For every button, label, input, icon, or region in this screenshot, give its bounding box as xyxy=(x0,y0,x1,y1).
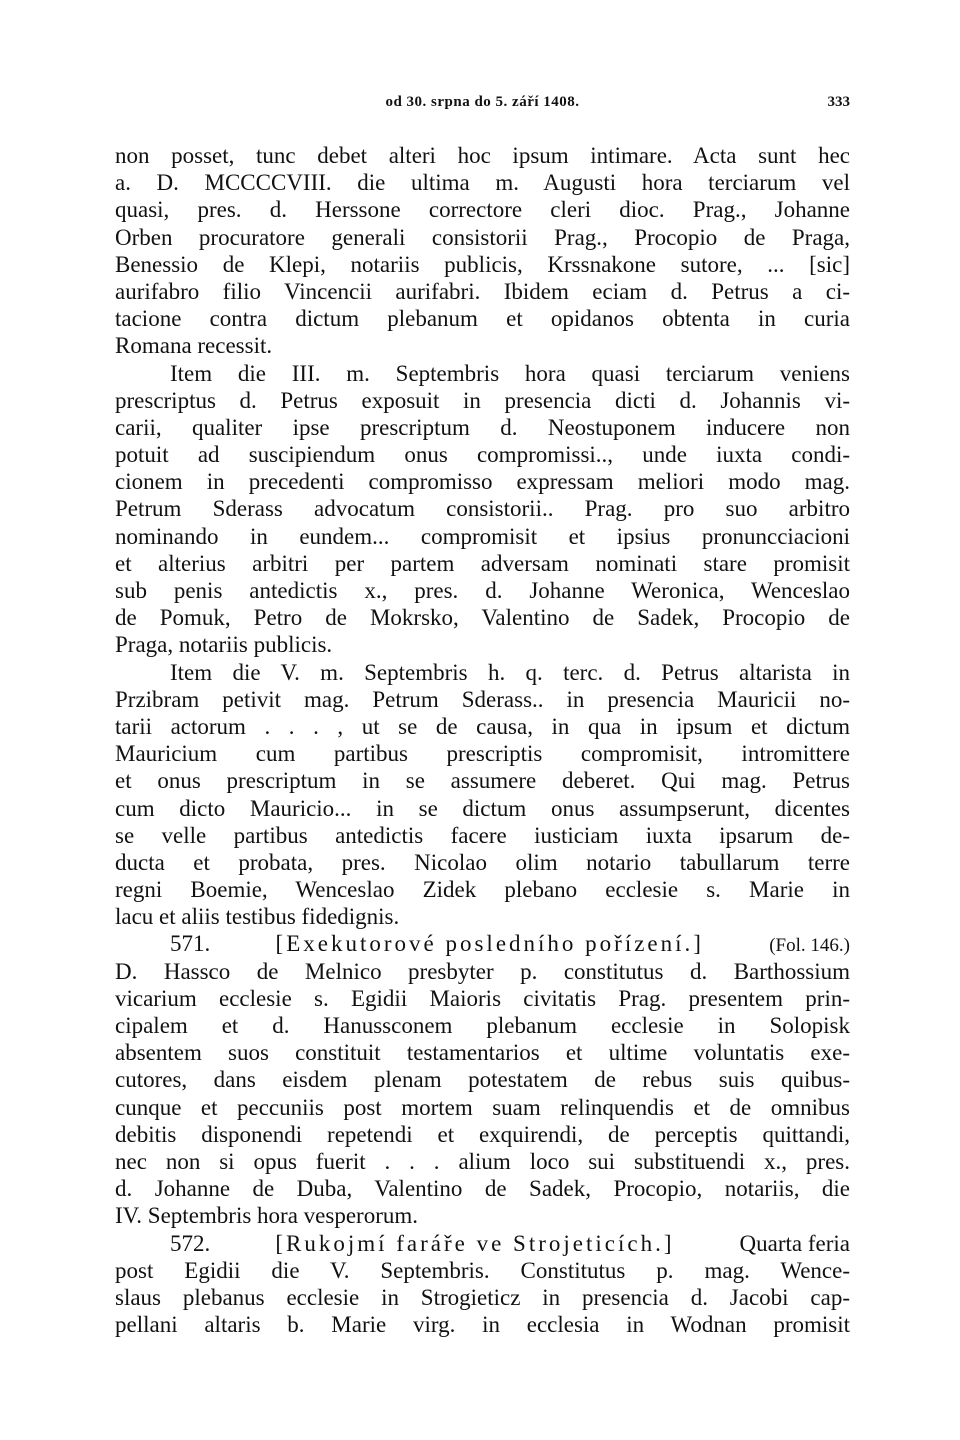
text-line: tacione contra dictum plebanum et opidanos obtenta in curia xyxy=(115,306,850,332)
text-line: D. Hassco de Melnico presbyter p. constitutus d. Barthossium xyxy=(115,958,850,984)
paragraph-item-die-v xyxy=(115,659,850,931)
text-line: Praga, notariis publicis. xyxy=(115,632,333,658)
entry-title: [Exekutorové posledního pořízení.] xyxy=(275,931,704,957)
text-line: et alterius arbitri per partem adversam nominati stare promisit xyxy=(115,550,850,576)
text-line: absentem suos constituit testamentarios et ultime voluntatis exe- xyxy=(115,1040,850,1066)
entry-opening-text: Quarta feria xyxy=(739,1230,850,1256)
running-title: od 30. srpna do 5. září 1408. xyxy=(385,94,580,110)
text-line: Petrum Sderass advocatum consistorii.. Prag. pro suo arbitro xyxy=(115,496,850,522)
entry-572-heading xyxy=(115,1230,850,1257)
text-line: prescriptus d. Petrus exposuit in presencia dicti d. Johannis vi- xyxy=(115,387,850,413)
paragraph-continuation xyxy=(115,142,850,360)
text-line: ducta et probata, pres. Nicolao olim notario tabullarum terre xyxy=(115,849,850,875)
text-line: Romana recessit. xyxy=(115,333,273,359)
text-line: nominando in eundem... compromisit et ipsius pronuncciacioni xyxy=(115,523,850,549)
text-line: et onus prescriptum in se assumere deberet. Qui mag. Petrus xyxy=(115,768,850,794)
text-line: sub penis antedictis x., pres. d. Johanne Weronica, Wenceslao xyxy=(115,578,850,603)
text-line: se velle partibus antedictis facere iusticiam iuxta ipsarum de- xyxy=(115,822,850,848)
text-line: d. Johanne de Duba, Valentino de Sadek, Procopio, notariis, die xyxy=(115,1176,850,1202)
text-line: cipalem et d. Hanussconem plebanum ecclesie in Solopisk xyxy=(115,1013,850,1038)
text-line: a. D. MCCCCVIII. die ultima m. Augusti hora terciarum vel xyxy=(115,170,850,196)
text-line: Orben procuratore generali consistorii Prag., Procopio de Praga, xyxy=(115,224,850,250)
text-line: non posset, tunc debet alteri hoc ipsum intimare. Acta sunt hec xyxy=(115,143,850,168)
text-line: cutores, dans eisdem plenam potestatem de rebus suis quibus- xyxy=(115,1067,850,1093)
text-line: cionem in precedenti compromisso expressam meliori modo mag. xyxy=(115,469,850,495)
text-line: potuit ad suscipiendum onus compromissi.., unde iuxta condi- xyxy=(115,442,850,468)
text-line: tarii actorum . . . , ut se de causa, in qua in ipsum et dictum xyxy=(115,713,850,739)
text-line: regni Boemie, Wenceslao Zidek plebano ecclesie s. Marie in xyxy=(115,877,850,903)
text-line: quasi, pres. d. Herssone correctore cleri dioc. Prag., Johanne xyxy=(115,197,850,223)
entry-572 xyxy=(115,1230,850,1339)
text-line: Benessio de Klepi, notariis publicis, Krssnakone sutore, ... [sic] xyxy=(115,251,850,277)
entry-number: 572. xyxy=(170,1230,211,1256)
text-line: lacu et aliis testibus fidedignis. xyxy=(115,904,400,930)
entry-number: 571. xyxy=(170,931,211,957)
entry-571 xyxy=(115,930,850,1229)
entry-571-heading xyxy=(115,930,850,957)
text-line: cum dicto Mauricio... in se dictum onus assumpserunt, dicentes xyxy=(115,795,850,821)
text-line: post Egidii die V. Septembris. Constitutus p. mag. Wence- xyxy=(115,1257,850,1283)
paragraph-item-die-iii xyxy=(115,360,850,659)
text-line: debitis disponendi repetendi et exquirendi, de perceptis quittandi, xyxy=(115,1121,850,1147)
folio-reference: (Fol. 146.) xyxy=(769,935,850,957)
running-header xyxy=(115,94,850,116)
text-line: carii, qualiter ipse prescriptum d. Neostuponem inducere non xyxy=(115,414,850,440)
text-line: Przibram petivit mag. Petrum Sderass.. in presencia Mauricii no- xyxy=(115,686,850,712)
page-number: 333 xyxy=(827,94,850,110)
text-line: de Pomuk, Petro de Mokrsko, Valentino de Sadek, Procopio de xyxy=(115,605,850,631)
text-line: Item die V. m. Septembris h. q. terc. d. Petrus altarista in xyxy=(170,659,850,685)
text-line: vicarium ecclesie s. Egidii Maioris civitatis Prag. presentem prin- xyxy=(115,985,850,1011)
text-line: Item die III. m. Septembris hora quasi terciarum veniens xyxy=(170,360,850,386)
text-line: cunque et peccuniis post mortem suam relinquendis et de omnibus xyxy=(115,1094,850,1120)
text-line: Mauricium cum partibus prescriptis compromisit, intromittere xyxy=(115,741,850,767)
entry-title: [Rukojmí faráře ve Strojeticích.] xyxy=(275,1230,675,1256)
text-line: pellani altaris b. Marie virg. in ecclesia in Wodnan promisit xyxy=(115,1312,850,1338)
text-line: aurifabro filio Vincencii aurifabri. Ibidem eciam d. Petrus a ci- xyxy=(115,278,850,304)
text-line: slaus plebanus ecclesie in Strogieticz in presencia d. Jacobi cap- xyxy=(115,1284,850,1310)
text-line: nec non si opus fuerit . . . alium loco sui substituendi x., pres. xyxy=(115,1148,850,1174)
text-line: IV. Septembris hora vesperorum. xyxy=(115,1203,418,1229)
body-text xyxy=(115,142,850,1338)
